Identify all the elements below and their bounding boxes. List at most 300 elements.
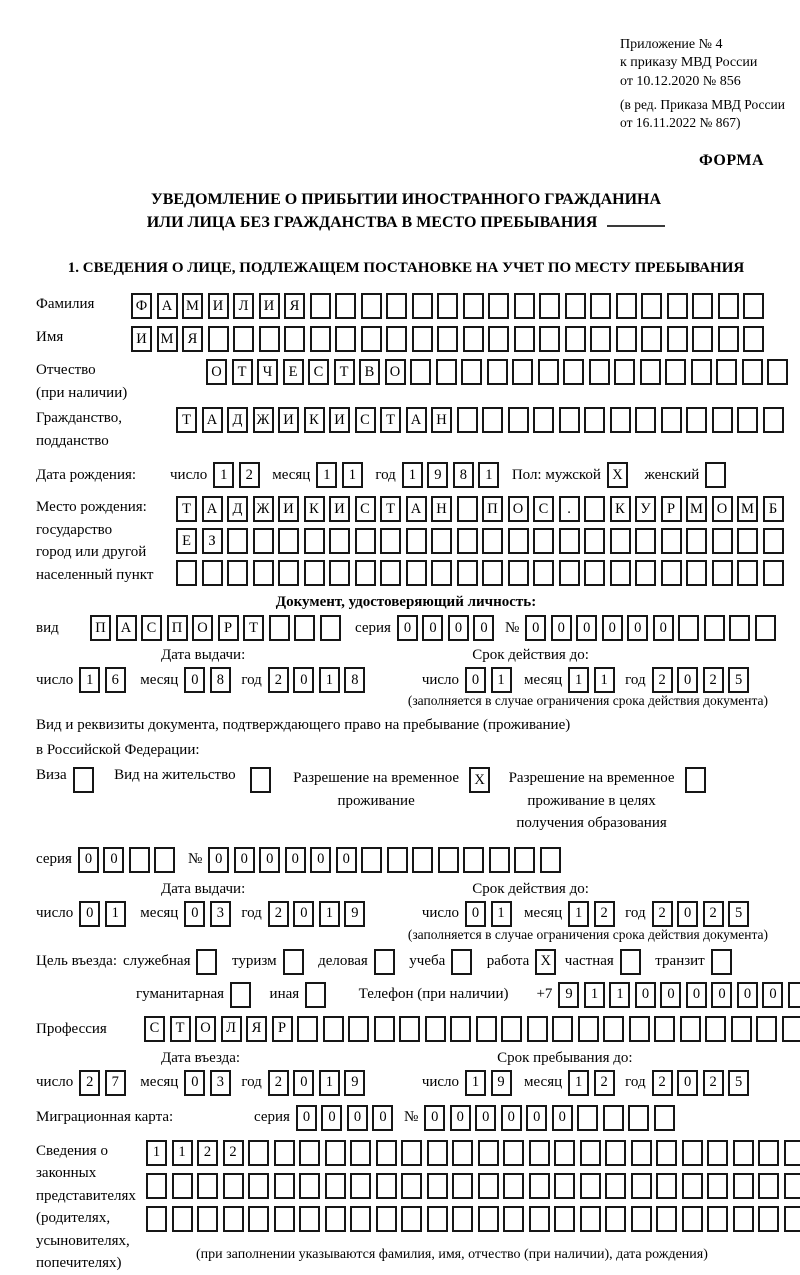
name-field-cell[interactable] [259,326,280,352]
patronymic-field-cell[interactable] [410,359,431,385]
id-valid-month-field-cell[interactable]: 1 [594,667,615,693]
surname-field-cell[interactable] [539,293,560,319]
guardians-field-row2-cell[interactable] [631,1173,652,1199]
name-field-cell[interactable] [437,326,458,352]
res-valid-year-field-cell[interactable]: 2 [652,901,673,927]
entry-year-field-cell[interactable]: 1 [319,1070,340,1096]
citizenship-field-cell[interactable] [686,407,707,433]
profession-field-cell[interactable] [552,1016,573,1042]
name-field-cell[interactable] [667,326,688,352]
birthplace-field-row3-cell[interactable] [661,560,682,586]
id-doc-type-field-cell[interactable]: П [90,615,111,641]
birth-year-field-cell[interactable]: 1 [478,462,499,488]
surname-field-cell[interactable]: Я [284,293,305,319]
guardians-field-row3-cell[interactable] [580,1206,601,1232]
visa-checkbox-cell[interactable] [73,767,94,793]
birth-month-field-cell[interactable]: 1 [316,462,337,488]
guardians-field-row2-cell[interactable] [146,1173,167,1199]
profession-field-cell[interactable] [578,1016,599,1042]
id-doc-series-field-cell[interactable]: 0 [473,615,494,641]
guardians-field-row1-cell[interactable] [325,1140,346,1166]
birthplace-field-row3-cell[interactable] [278,560,299,586]
birth-year-field-cell[interactable]: 8 [453,462,474,488]
birthplace-field-row1-cell[interactable]: . [559,496,580,522]
guardians-field-row1-cell[interactable] [299,1140,320,1166]
citizenship-field-cell[interactable]: А [202,407,223,433]
guardians-field-row3-cell[interactable] [656,1206,677,1232]
phone-field-cell[interactable]: 0 [635,982,656,1008]
name-field-cell[interactable] [233,326,254,352]
guardians-field-row3-cell[interactable] [733,1206,754,1232]
surname-field-cell[interactable] [718,293,739,319]
purpose-official-checkbox-cell[interactable] [196,949,217,975]
guardians-field-row3-cell[interactable] [197,1206,218,1232]
residence-number-field-cell[interactable] [438,847,459,873]
birthplace-field-row2-cell[interactable] [380,528,401,554]
citizenship-field-cell[interactable] [559,407,580,433]
citizenship-field-cell[interactable]: Т [176,407,197,433]
profession-field-cell[interactable] [731,1016,752,1042]
birthplace-field-row2-cell[interactable] [737,528,758,554]
guardians-field-row2-cell[interactable] [554,1173,575,1199]
citizenship-field-cell[interactable]: С [355,407,376,433]
birthplace-field-row1-cell[interactable] [457,496,478,522]
guardians-field-row1-cell[interactable] [682,1140,703,1166]
guardians-field-row1-cell[interactable] [580,1140,601,1166]
patronymic-field-cell[interactable] [436,359,457,385]
surname-field-cell[interactable] [514,293,535,319]
entry-day-field-cell[interactable]: 7 [105,1070,126,1096]
citizenship-field-cell[interactable] [482,407,503,433]
birthplace-field-row1-cell[interactable]: М [737,496,758,522]
purpose-study-checkbox-cell[interactable] [451,949,472,975]
guardians-field-row3-cell[interactable] [376,1206,397,1232]
stay-month-field-cell[interactable]: 1 [568,1070,589,1096]
profession-field-cell[interactable] [501,1016,522,1042]
birthplace-field-row2-cell[interactable] [278,528,299,554]
id-doc-series-field-cell[interactable]: 0 [422,615,443,641]
surname-field-cell[interactable] [361,293,382,319]
guardians-field-row3-cell[interactable] [146,1206,167,1232]
birthplace-field-row2-cell[interactable] [406,528,427,554]
id-valid-month-field-cell[interactable]: 1 [568,667,589,693]
surname-field-cell[interactable] [437,293,458,319]
birthplace-field-row3-cell[interactable] [737,560,758,586]
residence-number-field-cell[interactable] [540,847,561,873]
migration-number-field-cell[interactable] [654,1105,675,1131]
res-issue-day-field-cell[interactable]: 1 [105,901,126,927]
patronymic-field-cell[interactable] [640,359,661,385]
migration-number-field-cell[interactable] [603,1105,624,1131]
res-valid-month-field-cell[interactable]: 2 [594,901,615,927]
guardians-field-row2-cell[interactable] [325,1173,346,1199]
guardians-field-row1-cell[interactable] [707,1140,728,1166]
birthplace-field-row1-cell[interactable]: Т [380,496,401,522]
residence-number-field-cell[interactable] [412,847,433,873]
patronymic-field-cell[interactable]: С [308,359,329,385]
guardians-field-row2-cell[interactable] [707,1173,728,1199]
id-issue-day-field-cell[interactable]: 1 [79,667,100,693]
profession-field-cell[interactable]: Я [246,1016,267,1042]
guardians-field-row1-cell[interactable] [784,1140,800,1166]
patronymic-field-cell[interactable] [461,359,482,385]
res-issue-year-field-cell[interactable]: 9 [344,901,365,927]
citizenship-field-cell[interactable] [610,407,631,433]
citizenship-field-cell[interactable] [661,407,682,433]
stay-year-field-cell[interactable]: 0 [677,1070,698,1096]
entry-day-field-cell[interactable]: 2 [79,1070,100,1096]
residence-series-field-cell[interactable]: 0 [78,847,99,873]
birth-month-field-cell[interactable]: 1 [342,462,363,488]
res-issue-year-field-cell[interactable]: 1 [319,901,340,927]
stay-month-field-cell[interactable]: 2 [594,1070,615,1096]
patronymic-field-cell[interactable]: О [385,359,406,385]
sex-female-checkbox-cell[interactable] [705,462,726,488]
migration-number-field-cell[interactable]: 0 [450,1105,471,1131]
purpose-private-checkbox-cell[interactable] [620,949,641,975]
guardians-field-row1-cell[interactable] [656,1140,677,1166]
patronymic-field-cell[interactable]: О [206,359,227,385]
citizenship-field-cell[interactable] [737,407,758,433]
name-field-cell[interactable] [284,326,305,352]
birthplace-field-row1-cell[interactable]: М [686,496,707,522]
guardians-field-row1-cell[interactable] [376,1140,397,1166]
citizenship-field-cell[interactable] [457,407,478,433]
id-doc-type-field-cell[interactable]: Р [218,615,239,641]
surname-field-cell[interactable] [412,293,433,319]
profession-field-cell[interactable] [399,1016,420,1042]
id-issue-day-field-cell[interactable]: 6 [105,667,126,693]
birthplace-field-row1-cell[interactable]: П [482,496,503,522]
id-doc-number-field-cell[interactable]: 0 [602,615,623,641]
birthplace-field-row1-cell[interactable]: К [610,496,631,522]
birthplace-field-row1-cell[interactable]: Т [176,496,197,522]
residence-series-field-cell[interactable] [154,847,175,873]
patronymic-field-cell[interactable] [538,359,559,385]
guardians-field-row2-cell[interactable] [274,1173,295,1199]
id-doc-type-field-cell[interactable]: А [116,615,137,641]
profession-field-cell[interactable] [425,1016,446,1042]
guardians-field-row3-cell[interactable] [758,1206,779,1232]
guardians-field-row1-cell[interactable] [605,1140,626,1166]
guardians-field-row2-cell[interactable] [376,1173,397,1199]
birthplace-field-row3-cell[interactable] [380,560,401,586]
purpose-tourism-checkbox-cell[interactable] [283,949,304,975]
migration-series-field-cell[interactable]: 0 [372,1105,393,1131]
guardians-field-row1-cell[interactable] [503,1140,524,1166]
patronymic-field-cell[interactable] [716,359,737,385]
residence-permit-checkbox-cell[interactable] [250,767,271,793]
name-field-cell[interactable] [743,326,764,352]
surname-field-cell[interactable] [488,293,509,319]
id-doc-type-field-cell[interactable]: С [141,615,162,641]
birthplace-field-row2-cell[interactable] [253,528,274,554]
guardians-field-row3-cell[interactable] [299,1206,320,1232]
residence-number-field-cell[interactable]: 0 [310,847,331,873]
profession-field-cell[interactable] [323,1016,344,1042]
birthplace-field-row1-cell[interactable]: Б [763,496,784,522]
birthplace-field-row2-cell[interactable] [635,528,656,554]
birthplace-field-row3-cell[interactable] [635,560,656,586]
phone-field-cell[interactable]: 0 [711,982,732,1008]
id-doc-number-field-cell[interactable]: 0 [653,615,674,641]
residence-number-field-cell[interactable] [463,847,484,873]
name-field-cell[interactable] [412,326,433,352]
citizenship-field-cell[interactable]: Ж [253,407,274,433]
id-doc-type-field-cell[interactable] [269,615,290,641]
res-issue-month-field-cell[interactable]: 0 [184,901,205,927]
name-field-cell[interactable]: М [157,326,178,352]
patronymic-field-cell[interactable]: Ч [257,359,278,385]
birthplace-field-row2-cell[interactable]: Е [176,528,197,554]
phone-field-cell[interactable]: 1 [609,982,630,1008]
name-field-cell[interactable] [208,326,229,352]
birthplace-field-row1-cell[interactable]: У [635,496,656,522]
birthplace-field-row2-cell[interactable] [304,528,325,554]
guardians-field-row3-cell[interactable] [427,1206,448,1232]
id-doc-number-field-cell[interactable] [729,615,750,641]
profession-field-cell[interactable] [297,1016,318,1042]
guardians-field-row3-cell[interactable] [223,1206,244,1232]
guardians-field-row2-cell[interactable] [427,1173,448,1199]
phone-field-cell[interactable]: 0 [762,982,783,1008]
guardians-field-row3-cell[interactable] [682,1206,703,1232]
citizenship-field-cell[interactable] [635,407,656,433]
birthplace-field-row1-cell[interactable]: К [304,496,325,522]
birth-year-field-cell[interactable]: 1 [402,462,423,488]
name-field-cell[interactable] [488,326,509,352]
birthplace-field-row1-cell[interactable]: С [355,496,376,522]
surname-field-cell[interactable] [463,293,484,319]
surname-field-cell[interactable] [386,293,407,319]
birthplace-field-row3-cell[interactable] [482,560,503,586]
surname-field-cell[interactable]: Л [233,293,254,319]
birthplace-field-row3-cell[interactable] [227,560,248,586]
name-field-cell[interactable] [386,326,407,352]
birthplace-field-row2-cell[interactable] [559,528,580,554]
phone-field-cell[interactable]: 1 [584,982,605,1008]
birthplace-field-row3-cell[interactable] [176,560,197,586]
profession-field-cell[interactable]: Т [170,1016,191,1042]
citizenship-field-cell[interactable] [712,407,733,433]
guardians-field-row3-cell[interactable] [401,1206,422,1232]
res-valid-year-field-cell[interactable]: 2 [703,901,724,927]
residence-number-field-cell[interactable]: 0 [234,847,255,873]
patronymic-field-cell[interactable] [563,359,584,385]
surname-field-cell[interactable]: Ф [131,293,152,319]
phone-field-cell[interactable]: 9 [558,982,579,1008]
surname-field-cell[interactable]: А [157,293,178,319]
guardians-field-row2-cell[interactable] [503,1173,524,1199]
guardians-field-row3-cell[interactable] [172,1206,193,1232]
guardians-field-row3-cell[interactable] [274,1206,295,1232]
guardians-field-row3-cell[interactable] [325,1206,346,1232]
residence-series-field-cell[interactable]: 0 [103,847,124,873]
name-field-cell[interactable] [335,326,356,352]
entry-year-field-cell[interactable]: 0 [293,1070,314,1096]
guardians-field-row2-cell[interactable] [580,1173,601,1199]
residence-number-field-cell[interactable]: 0 [285,847,306,873]
guardians-field-row1-cell[interactable] [733,1140,754,1166]
surname-field-cell[interactable] [565,293,586,319]
surname-field-cell[interactable] [616,293,637,319]
id-doc-number-field-cell[interactable] [704,615,725,641]
stay-day-field-cell[interactable]: 1 [465,1070,486,1096]
birthplace-field-row1-cell[interactable]: Ж [253,496,274,522]
patronymic-field-cell[interactable] [665,359,686,385]
name-field-cell[interactable] [641,326,662,352]
phone-field-cell[interactable]: 0 [737,982,758,1008]
birthplace-field-row1-cell[interactable] [584,496,605,522]
id-issue-year-field-cell[interactable]: 2 [268,667,289,693]
guardians-field-row2-cell[interactable] [452,1173,473,1199]
temp-permit-checkbox-cell[interactable]: X [469,767,490,793]
citizenship-field-cell[interactable]: Д [227,407,248,433]
birthplace-field-row1-cell[interactable]: Д [227,496,248,522]
guardians-field-row2-cell[interactable] [478,1173,499,1199]
residence-number-field-cell[interactable] [361,847,382,873]
birthplace-field-row1-cell[interactable]: А [406,496,427,522]
guardians-field-row3-cell[interactable] [707,1206,728,1232]
res-issue-year-field-cell[interactable]: 0 [293,901,314,927]
birthplace-field-row2-cell[interactable]: З [202,528,223,554]
residence-number-field-cell[interactable]: 0 [208,847,229,873]
guardians-field-row3-cell[interactable] [554,1206,575,1232]
birthplace-field-row1-cell[interactable]: О [508,496,529,522]
patronymic-field-cell[interactable]: Т [232,359,253,385]
guardians-field-row1-cell[interactable] [758,1140,779,1166]
res-valid-year-field-cell[interactable]: 0 [677,901,698,927]
name-field-cell[interactable] [692,326,713,352]
birth-day-field-cell[interactable]: 1 [213,462,234,488]
birthplace-field-row2-cell[interactable] [763,528,784,554]
citizenship-field-cell[interactable]: Т [380,407,401,433]
name-field-cell[interactable] [565,326,586,352]
phone-field-cell[interactable] [788,982,800,1008]
citizenship-field-cell[interactable]: А [406,407,427,433]
residence-number-field-cell[interactable]: 0 [259,847,280,873]
name-field-cell[interactable] [590,326,611,352]
profession-field-cell[interactable]: Р [272,1016,293,1042]
entry-year-field-cell[interactable]: 9 [344,1070,365,1096]
birthplace-field-row1-cell[interactable]: О [712,496,733,522]
guardians-field-row1-cell[interactable] [631,1140,652,1166]
profession-field-cell[interactable] [756,1016,777,1042]
id-doc-number-field-cell[interactable] [678,615,699,641]
guardians-field-row3-cell[interactable] [452,1206,473,1232]
id-valid-year-field-cell[interactable]: 5 [728,667,749,693]
id-doc-type-field-cell[interactable]: П [167,615,188,641]
id-issue-month-field-cell[interactable]: 8 [210,667,231,693]
citizenship-field-cell[interactable]: К [304,407,325,433]
patronymic-field-cell[interactable]: Е [283,359,304,385]
stay-day-field-cell[interactable]: 9 [491,1070,512,1096]
name-field-cell[interactable]: И [131,326,152,352]
profession-field-cell[interactable] [450,1016,471,1042]
profession-field-cell[interactable]: О [195,1016,216,1042]
name-field-cell[interactable] [463,326,484,352]
sex-male-checkbox-cell[interactable]: X [607,462,628,488]
guardians-field-row2-cell[interactable] [758,1173,779,1199]
birthplace-field-row2-cell[interactable] [533,528,554,554]
birthplace-field-row2-cell[interactable] [508,528,529,554]
guardians-field-row3-cell[interactable] [605,1206,626,1232]
birthplace-field-row2-cell[interactable] [661,528,682,554]
profession-field-cell[interactable] [527,1016,548,1042]
migration-series-field-cell[interactable]: 0 [321,1105,342,1131]
birthplace-field-row2-cell[interactable] [329,528,350,554]
surname-field-cell[interactable] [667,293,688,319]
surname-field-cell[interactable] [335,293,356,319]
citizenship-field-cell[interactable]: И [278,407,299,433]
birthplace-field-row3-cell[interactable] [559,560,580,586]
guardians-field-row1-cell[interactable] [350,1140,371,1166]
birth-year-field-cell[interactable]: 9 [427,462,448,488]
guardians-field-row2-cell[interactable] [784,1173,800,1199]
purpose-transit-checkbox-cell[interactable] [711,949,732,975]
birthplace-field-row3-cell[interactable] [712,560,733,586]
name-field-cell[interactable] [539,326,560,352]
id-doc-series-field-cell[interactable]: 0 [448,615,469,641]
guardians-field-row3-cell[interactable] [350,1206,371,1232]
entry-month-field-cell[interactable]: 0 [184,1070,205,1096]
guardians-field-row2-cell[interactable] [248,1173,269,1199]
guardians-field-row3-cell[interactable] [478,1206,499,1232]
id-doc-type-field-cell[interactable] [320,615,341,641]
residence-number-field-cell[interactable] [514,847,535,873]
birthplace-field-row3-cell[interactable] [304,560,325,586]
birth-day-field-cell[interactable]: 2 [239,462,260,488]
id-valid-year-field-cell[interactable]: 2 [652,667,673,693]
guardians-field-row2-cell[interactable] [733,1173,754,1199]
migration-number-field-cell[interactable]: 0 [424,1105,445,1131]
name-field-cell[interactable] [310,326,331,352]
profession-field-cell[interactable] [680,1016,701,1042]
guardians-field-row1-cell[interactable] [478,1140,499,1166]
id-valid-year-field-cell[interactable]: 2 [703,667,724,693]
guardians-field-row2-cell[interactable] [197,1173,218,1199]
birthplace-field-row1-cell[interactable]: А [202,496,223,522]
migration-number-field-cell[interactable] [577,1105,598,1131]
guardians-field-row1-cell[interactable] [452,1140,473,1166]
id-doc-number-field-cell[interactable] [755,615,776,641]
birthplace-field-row3-cell[interactable] [457,560,478,586]
birthplace-field-row3-cell[interactable] [253,560,274,586]
birthplace-field-row3-cell[interactable] [406,560,427,586]
guardians-field-row2-cell[interactable] [682,1173,703,1199]
birthplace-field-row2-cell[interactable] [457,528,478,554]
profession-field-cell[interactable] [705,1016,726,1042]
birthplace-field-row1-cell[interactable]: Р [661,496,682,522]
patronymic-field-cell[interactable] [691,359,712,385]
id-issue-year-field-cell[interactable]: 1 [319,667,340,693]
patronymic-field-cell[interactable] [767,359,788,385]
surname-field-cell[interactable] [590,293,611,319]
temp-permit-edu-checkbox-cell[interactable] [685,767,706,793]
res-valid-month-field-cell[interactable]: 1 [568,901,589,927]
surname-field-cell[interactable]: М [182,293,203,319]
birthplace-field-row1-cell[interactable]: Н [431,496,452,522]
guardians-field-row2-cell[interactable] [350,1173,371,1199]
name-field-cell[interactable] [718,326,739,352]
profession-field-cell[interactable] [374,1016,395,1042]
entry-month-field-cell[interactable]: 3 [210,1070,231,1096]
citizenship-field-cell[interactable] [508,407,529,433]
profession-field-cell[interactable] [629,1016,650,1042]
guardians-field-row2-cell[interactable] [656,1173,677,1199]
guardians-field-row1-cell[interactable] [554,1140,575,1166]
id-issue-year-field-cell[interactable]: 8 [344,667,365,693]
